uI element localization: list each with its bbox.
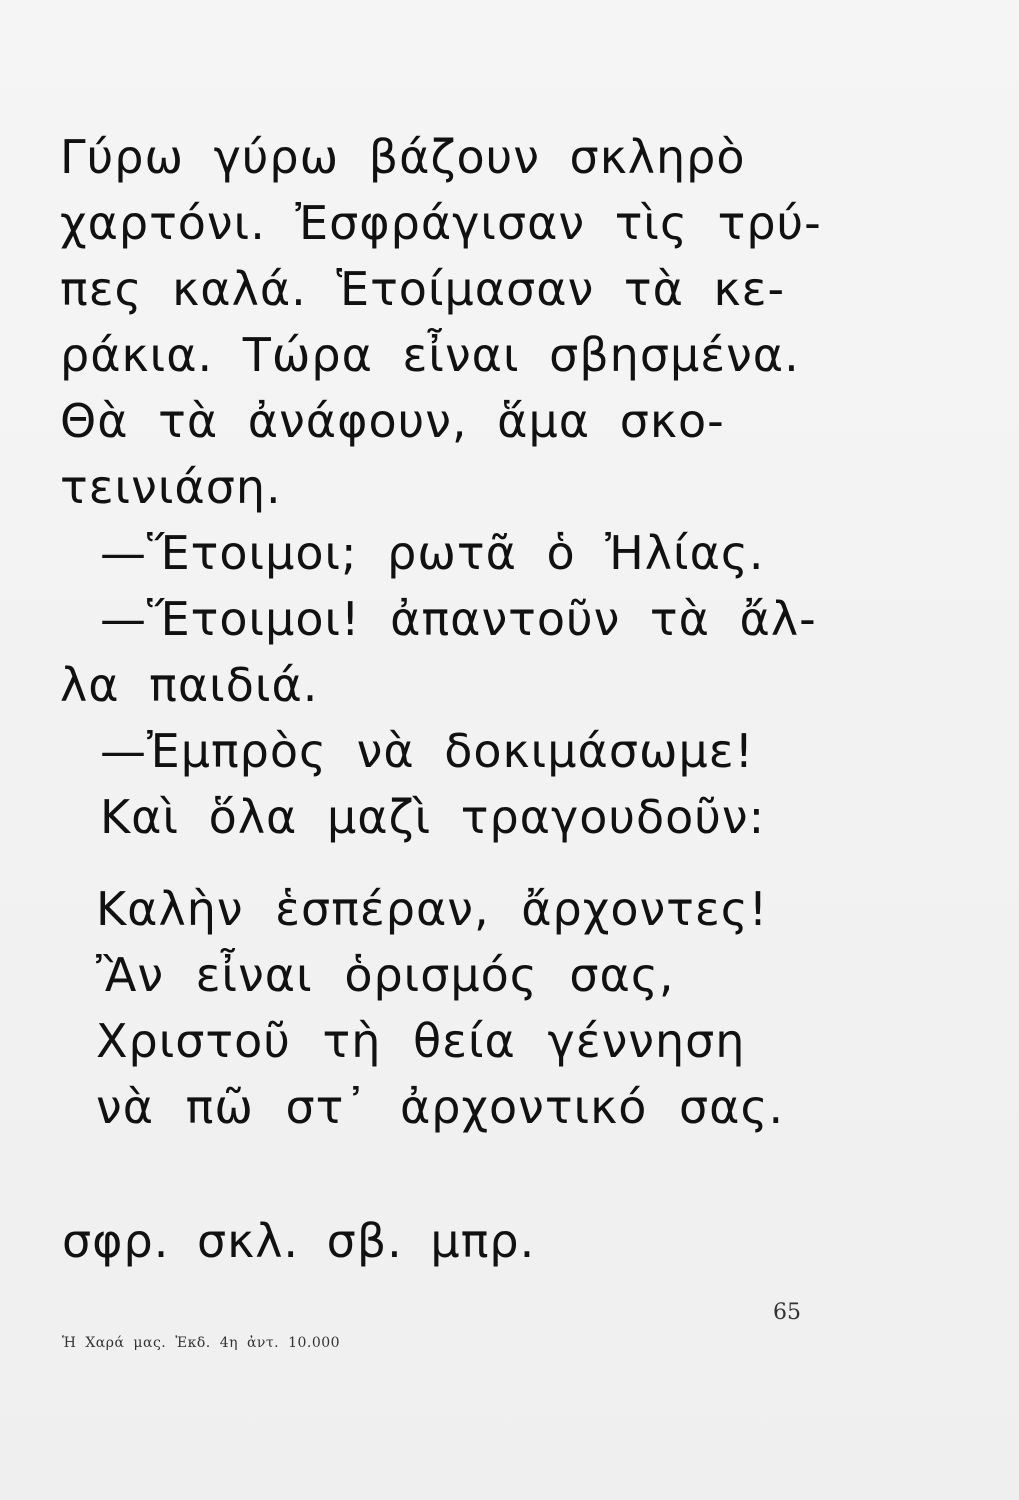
prose-block	[60, 124, 840, 850]
dialogue-line: —Ἐμπρὸς νὰ δοκιμάσωμε!	[100, 724, 755, 778]
page-number: 65	[773, 1300, 801, 1325]
verse-line: Ἂν εἶναι ὁρισμός σας,	[96, 948, 675, 1002]
prose-line: πες καλά. Ἑτοίμασαν τὰ κε-	[60, 262, 786, 316]
prose-line: λα παιδιά.	[60, 658, 319, 712]
verse-line: Καλὴν ἑσπέραν, ἄρχοντες!	[96, 882, 769, 936]
verse-line: Χριστοῦ τὴ θεία γέννηση	[96, 1014, 746, 1068]
prose-line: Γύρω γύρω βάζουν σκληρὸ	[60, 130, 746, 184]
song-verse	[96, 876, 856, 1140]
dialogue-line: —Ἕτοιμοι! ἀπαντοῦν τὰ ἄλ-	[100, 592, 817, 646]
prose-line: Θὰ τὰ ἀνάφουν, ἅμα σκο-	[60, 394, 725, 448]
prose-line: Καὶ ὅλα μαζὶ τραγουδοῦν:	[100, 790, 766, 844]
prose-line: ράκια. Τώρα εἶναι σβησμένα.	[60, 328, 800, 382]
dialogue-line: —Ἕτοιμοι; ρωτᾶ ὁ Ἠλίας.	[100, 526, 765, 580]
syllable-exercise: σφρ. σκλ. σβ. μπρ.	[62, 1214, 536, 1268]
verse-line: νὰ πῶ στ᾽ ἀρχοντικό σας.	[96, 1080, 785, 1134]
prose-line: τεινιάση.	[60, 460, 282, 514]
prose-line: χαρτόνι. Ἐσφράγισαν τὶς τρύ-	[60, 196, 822, 250]
footer-note: Ἡ Χαρά μας. Ἐκδ. 4η ἀντ. 10.000	[62, 1335, 341, 1351]
